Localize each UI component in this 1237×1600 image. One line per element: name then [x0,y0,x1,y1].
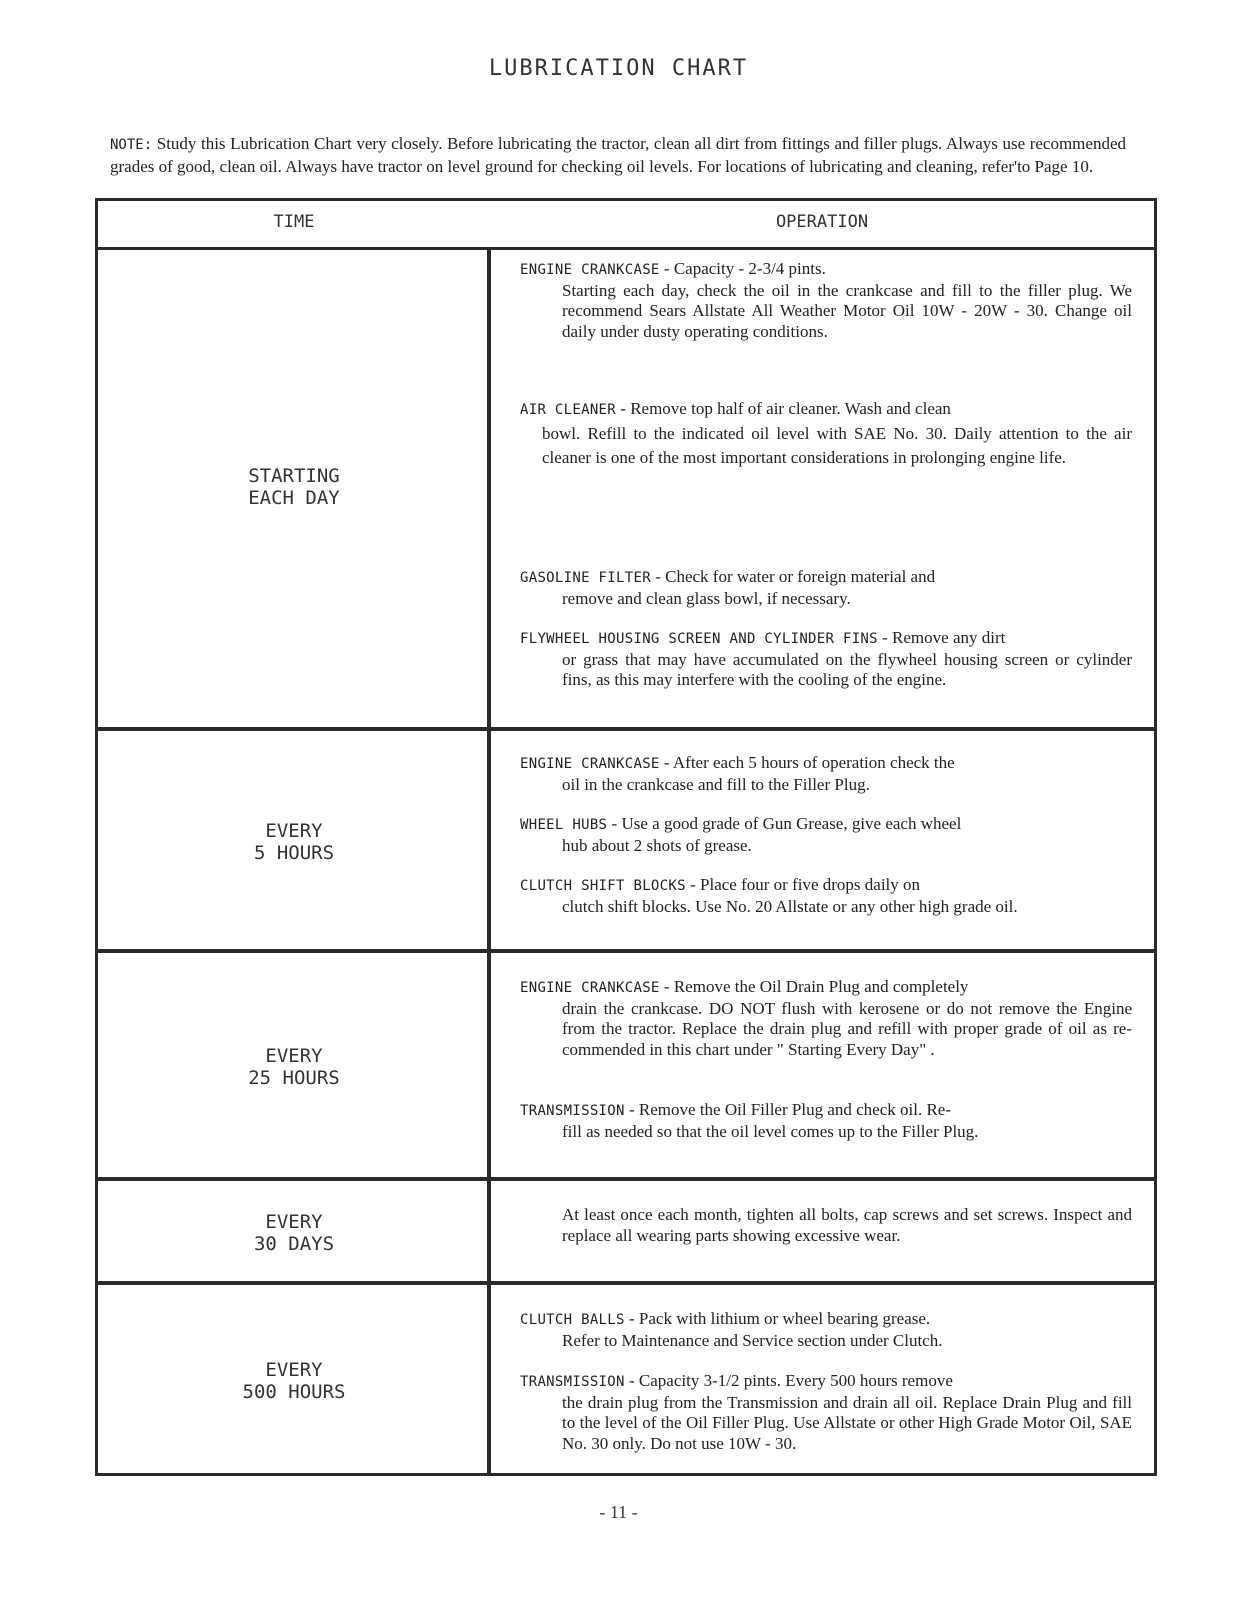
entry-heading: ENGINE CRANKCASE [520,756,660,772]
entry-heading: CLUTCH SHIFT BLOCKS [520,878,686,894]
time-cell: EVERY 30 DAYS [253,1211,335,1255]
table-row [98,247,1154,727]
entry-heading: ENGINE CRANKCASE [520,262,660,278]
entry-first-line: - Use a good grade of Gun Grease, give each wheel [607,814,962,833]
header-time: TIME [273,212,315,232]
table-row [98,949,1154,1181]
time-cell: STARTING EACH DAY [248,465,340,509]
entry-first-line: - Capacity - 2-3/4 pints. [659,259,826,278]
entry-body: bowl. Refill to the indicated oil level with SAE No. 30. Daily attention to the air cleaner is one of the most important considerations in prolonging engine life. [542,424,1132,467]
entry-body: remove and clean glass bowl, if necessary. [562,588,851,608]
operation-entry [520,875,1132,917]
entry-heading: FLYWHEEL HOUSING SCREEN AND CYLINDER FINS [520,631,878,647]
operation-entry [520,397,1132,470]
table-header [98,201,1154,250]
lubrication-table [95,198,1157,1476]
entry-first-line: - Place four or five drops daily on [685,875,921,894]
table-row [98,1177,1154,1285]
page-title: LUBRICATION CHART [488,56,749,81]
entry-first-line: - Remove the Oil Drain Plug and completely [659,977,969,996]
operation-cell [520,1181,1132,1285]
operation-entry [520,814,1132,856]
operation-cell [520,953,1132,1181]
entry-heading: CLUTCH BALLS [520,1312,625,1328]
entry-body: or grass that may have accumulated on the flywheel housing screen or cylinder fins, as this may interfere with the cooling of the engine. [562,649,1132,689]
header-operation: OPERATION [775,212,869,232]
entry-first-line: - Remove the Oil Filler Plug and check oil. Re- [624,1100,951,1119]
entry-heading: TRANSMISSION [520,1103,625,1119]
entry-body: the drain plug from the Transmission and drain all oil. Replace Drain Plug and fill to the level of the Oil Filler Plug. Use Allstate or other High Grade Motor Oil, SAE No. 30 only. Do not use 10W - 30. [562,1392,1132,1453]
entry-first-line: - Pack with lithium or wheel bearing grease. [624,1309,931,1328]
operation-cell [520,1285,1132,1477]
time-cell: EVERY 500 HOURS [242,1359,346,1403]
note-text: Study this Lubrication Chart very closely. Before lubricating the tractor, clean all dirt from fittings and filler plugs. Always use recommended grades of good, clean oil. Always have tractor on level ground for checking oil levels. For locations of lubricating and cleaning, refer'to Page 10. [110,134,1126,176]
entry-first-line: - Check for water or foreign material and [650,567,936,586]
entry-body: fill as needed so that the oil level comes up to the Filler Plug. [562,1121,979,1141]
entry-first-line: - Remove top half of air cleaner. Wash and clean [616,399,951,418]
operation-entry [520,977,1132,1060]
note-label: NOTE: [110,137,153,153]
entry-body: Starting each day, check the oil in the crankcase and fill to the filler plug. We recommend Sears Allstate All Weather Motor Oil 10W - 20W - 30. Change oil daily under dusty operating conditions. [562,280,1132,341]
entry-heading: GASOLINE FILTER [520,570,651,586]
entry-body: oil in the crankcase and fill to the Filler Plug. [562,774,870,794]
entry-first-line: - After each 5 hours of operation check the [659,753,955,772]
entry-heading: TRANSMISSION [520,1374,625,1390]
time-cell: EVERY 25 HOURS [248,1045,340,1089]
operation-cell [520,247,1132,727]
table-row [98,727,1154,953]
operation-entry [520,753,1132,795]
entry-heading: ENGINE CRANKCASE [520,980,660,996]
operation-entry [520,628,1132,691]
note-paragraph [110,133,1126,177]
page-number: - 11 - [599,1502,638,1522]
entry-heading: AIR CLEANER [520,402,617,418]
operation-entry [520,1205,1132,1246]
entry-body: clutch shift blocks. Use No. 20 Allstate or any other high grade oil. [562,896,1018,916]
operation-entry [520,567,1132,609]
operation-cell [520,731,1132,953]
entry-heading: WHEEL HUBS [520,817,608,833]
operation-entry [520,1309,1132,1351]
entry-body: hub about 2 shots of grease. [562,835,752,855]
time-cell: EVERY 5 HOURS [253,820,335,864]
entry-body: drain the crankcase. DO NOT flush with kerosene or do not remove the Engine from the tractor. Replace the drain plug and refill with proper grade of oil as re-commended in this chart under " Starting Every Day" . [562,998,1132,1059]
table-row [98,1281,1154,1477]
entry-body: Refer to Maintenance and Service section under Clutch. [562,1330,943,1350]
operation-entry [520,1100,1132,1142]
entry-first-line: - Remove any dirt [877,628,1006,647]
entry-first-line: - Capacity 3-1/2 pints. Every 500 hours remove [624,1371,953,1390]
entry-body: At least once each month, tighten all bolts, cap screws and set screws. Inspect and replace all wearing parts showing excessive wear. [562,1205,1132,1245]
operation-entry [520,1371,1132,1454]
operation-entry [520,259,1132,342]
